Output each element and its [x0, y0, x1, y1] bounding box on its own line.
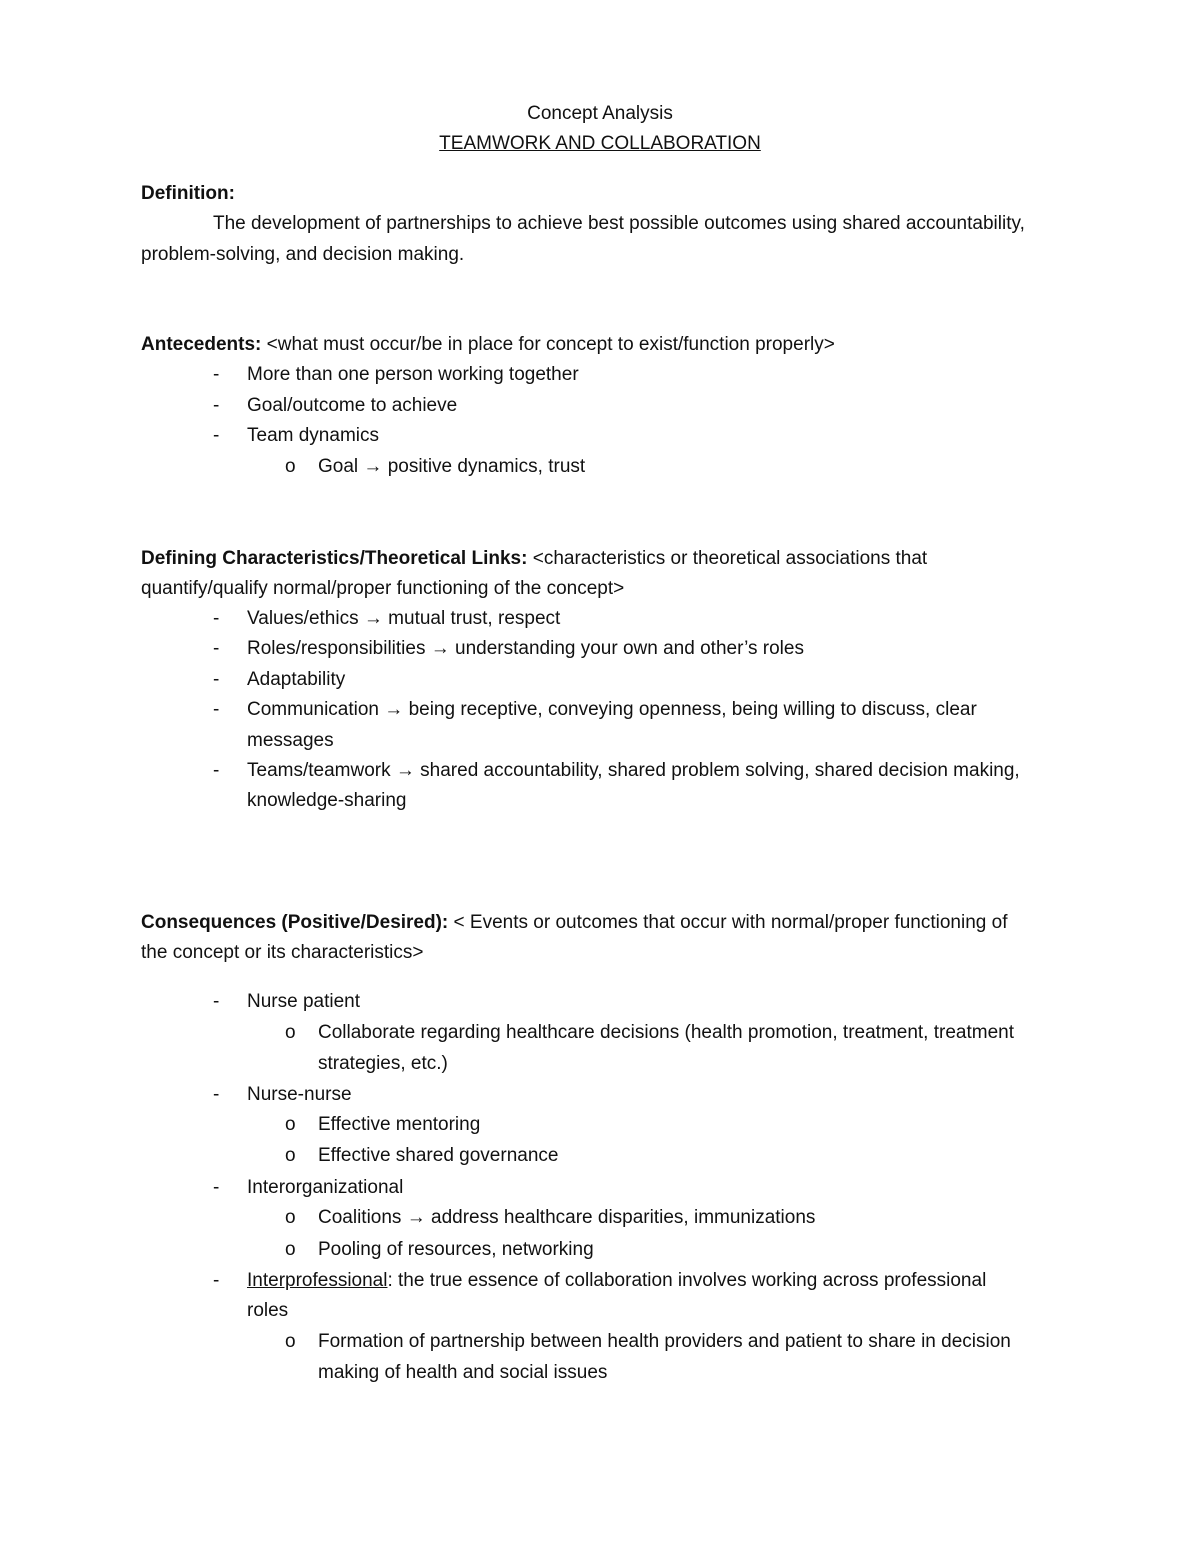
consequences-desc-2: the concept or its characteristics>	[141, 942, 424, 963]
characteristic-item	[247, 607, 560, 631]
characteristic-item	[247, 698, 977, 722]
item-term: Values/ethics	[247, 608, 359, 629]
document-subtitle	[0, 132, 1200, 156]
antecedent-item: More than one person working together	[247, 364, 579, 385]
consequence-subitem: Collaborate regarding healthcare decisions (health promotion, treatment, treatment	[318, 1022, 1014, 1043]
dash-bullet: -	[213, 1084, 220, 1105]
characteristic-item	[247, 759, 1020, 783]
characteristic-item	[247, 637, 804, 661]
circle-bullet: o	[285, 456, 296, 477]
antecedents-label: Antecedents:	[141, 334, 262, 355]
document-title: Concept Analysis	[527, 103, 673, 124]
item-term: Teams/teamwork	[247, 760, 391, 781]
item-detail: mutual trust, respect	[388, 608, 561, 629]
antecedents-heading	[141, 333, 835, 357]
consequence-subitem: Pooling of resources, networking	[318, 1239, 594, 1260]
consequences-heading	[141, 911, 1007, 935]
consequence-subitem-continued: strategies, etc.)	[318, 1053, 448, 1074]
consequence-subitem-continued: making of health and social issues	[318, 1362, 608, 1383]
characteristics-desc-2: quantify/qualify normal/proper functioning of the concept>	[141, 578, 625, 599]
arrow-right-icon: →	[384, 699, 404, 720]
item-term: Coalitions	[318, 1207, 402, 1228]
consequence-item: Nurse-nurse	[247, 1084, 352, 1105]
arrow-right-icon: →	[363, 608, 383, 629]
dash-bullet: -	[213, 669, 220, 690]
definition-line-1: The development of partnerships to achieve best possible outcomes using shared accountability,	[213, 213, 1025, 234]
dash-bullet: -	[213, 1270, 220, 1291]
circle-bullet: o	[285, 1145, 296, 1166]
dash-bullet: -	[213, 395, 220, 416]
characteristics-desc-1: <characteristics or theoretical associations that	[532, 548, 928, 569]
consequence-subitem: Effective mentoring	[318, 1114, 481, 1135]
antecedent-subitem	[318, 455, 585, 479]
item-term: Roles/responsibilities	[247, 638, 426, 659]
interprofessional-text: : the true essence of collaboration involves working across professional	[387, 1270, 987, 1291]
dash-bullet: -	[213, 760, 220, 781]
consequences-desc-1: < Events or outcomes that occur with normal/proper functioning of	[453, 912, 1008, 933]
antecedent-item: Team dynamics	[247, 425, 379, 446]
consequence-item	[247, 1269, 986, 1293]
characteristics-heading	[141, 547, 927, 571]
circle-bullet: o	[285, 1207, 296, 1228]
arrow-right-icon: →	[430, 638, 450, 659]
item-detail: shared accountability, shared problem solving, shared decision making,	[420, 760, 1020, 781]
antecedent-item: Goal/outcome to achieve	[247, 395, 458, 416]
dash-bullet: -	[213, 364, 220, 385]
antecedents-desc: <what must occur/be in place for concept to exist/function properly>	[266, 334, 835, 355]
characteristics-label: Defining Characteristics/Theoretical Links:	[141, 548, 528, 569]
consequence-subitem	[318, 1206, 815, 1230]
consequence-item: Interorganizational	[247, 1177, 404, 1198]
dash-bullet: -	[213, 991, 220, 1012]
circle-bullet: o	[285, 1331, 296, 1352]
dash-bullet: -	[213, 1177, 220, 1198]
characteristic-item-continued: knowledge-sharing	[247, 790, 407, 811]
definition-line-2: problem-solving, and decision making.	[141, 244, 465, 265]
interprofessional-term: Interprofessional	[247, 1270, 388, 1291]
arrow-right-icon: →	[406, 1207, 426, 1228]
dash-bullet: -	[213, 425, 220, 446]
arrow-right-icon: →	[363, 456, 383, 477]
definition-label: Definition:	[141, 183, 235, 204]
dash-bullet: -	[213, 638, 220, 659]
item-detail: understanding your own and other’s roles	[455, 638, 804, 659]
arrow-right-icon: →	[395, 760, 415, 781]
dash-bullet: -	[213, 699, 220, 720]
consequence-subitem: Effective shared governance	[318, 1145, 559, 1166]
circle-bullet: o	[285, 1114, 296, 1135]
consequence-item: Nurse patient	[247, 991, 361, 1012]
dash-bullet: -	[213, 608, 220, 629]
consequence-item-continued: roles	[247, 1300, 289, 1321]
circle-bullet: o	[285, 1239, 296, 1260]
consequence-subitem: Formation of partnership between health providers and patient to share in decision	[318, 1331, 1011, 1352]
sub-goal-result: positive dynamics, trust	[387, 456, 586, 477]
item-detail: being receptive, conveying openness, being willing to discuss, clear	[408, 699, 977, 720]
characteristic-item-continued: messages	[247, 730, 334, 751]
subtitle-text: TEAMWORK AND COLLABORATION	[439, 133, 761, 154]
circle-bullet: o	[285, 1022, 296, 1043]
consequences-label: Consequences (Positive/Desired):	[141, 912, 449, 933]
sub-goal-text: Goal	[318, 456, 359, 477]
item-detail: address healthcare disparities, immunizations	[431, 1207, 816, 1228]
characteristic-item: Adaptability	[247, 669, 346, 690]
item-term: Communication	[247, 699, 379, 720]
